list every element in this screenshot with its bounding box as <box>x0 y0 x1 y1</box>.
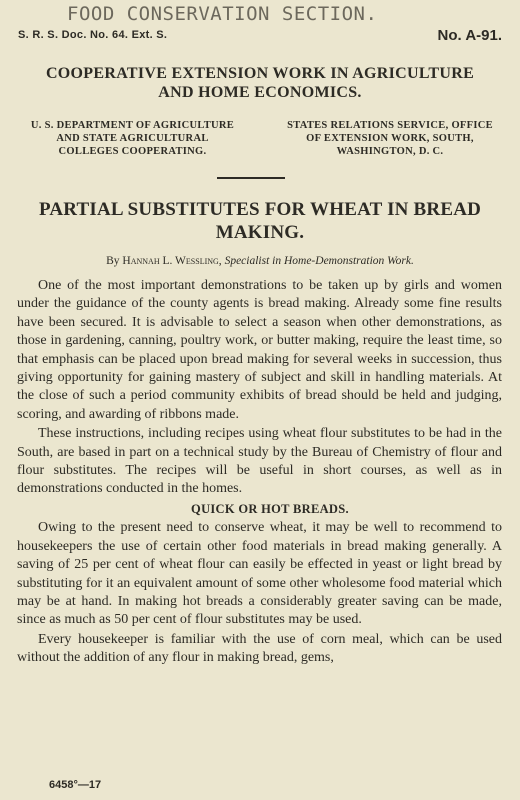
dept-right-line1: STATES RELATIONS SERVICE, OFFICE <box>287 120 493 131</box>
paragraph-1: One of the most important demonstrations to be taken up by girls and women under the guidance of the county agents is bread making. Already some fine results have been secured. It is advisable to select a season when other demonstrations, as those in gardening, canning, poultry work, or butter making, require the least time, so that emphasis can be placed upon bread making for several weeks in succession, thus giving opportunity for gaining mastery of subject and skill in handling materials. At the close of such a period community exhibits of bread should be held and judging, scoring, and awarding of ribbons made. <box>17 278 502 422</box>
paragraph-2: These instructions, including recipes using wheat flour substitutes to be had in the South, are based in part on a technical study by the Bureau of Chemistry of flour and flour substitutes. The recipes will be useful in short courses, as well as in demonstrations conducted in the homes. <box>17 426 502 497</box>
byline-prefix: By <box>106 255 123 267</box>
doc-reference: S. R. S. Doc. No. 64. Ext. S. <box>18 29 168 41</box>
dept-left-block <box>10 119 255 158</box>
dept-right-line3: WASHINGTON, D. C. <box>336 146 444 157</box>
org-heading <box>0 64 520 102</box>
title-line2: MAKING. <box>215 222 305 243</box>
dept-left-line2: AND STATE AGRICULTURAL <box>56 133 209 144</box>
food-conservation-stamp: FOOD CONSERVATION SECTION. <box>67 3 378 25</box>
org-heading-line1: COOPERATIVE EXTENSION WORK IN AGRICULTURE <box>45 65 475 82</box>
author-role: Specialist in Home-Demonstration Work. <box>221 255 414 267</box>
document-title <box>0 198 520 244</box>
org-heading-line2: AND HOME ECONOMICS. <box>158 84 362 101</box>
footer-print-number: 6458°—17 <box>49 779 102 791</box>
paragraph-4: Every housekeeper is familiar with the use of corn meal, which can be used without the addition of any flour in making bread, gems, <box>17 631 502 666</box>
divider-rule <box>217 177 285 179</box>
dept-right-block <box>265 119 515 158</box>
dept-left-line3: COLLEGES COOPERATING. <box>58 146 207 157</box>
title-line1: PARTIAL SUBSTITUTES FOR WHEAT IN BREAD <box>38 199 482 220</box>
doc-number: No. A-91. <box>437 27 502 44</box>
author-byline <box>0 255 520 267</box>
author-name: Hannah L. Wessling, <box>122 255 222 267</box>
section-heading: QUICK OR HOT BREADS. <box>191 501 349 516</box>
body-text <box>17 277 502 668</box>
dept-right-line2: OF EXTENSION WORK, SOUTH, <box>306 133 474 144</box>
paragraph-3: Owing to the present need to conserve wheat, it may be well to recommend to housekeepers the use of certain other food materials in bread making generally. A saving of 25 per cent of wheat flour can easily be effected in yeast or light bread by substituting for it an equivalent amount of some other wholesome food material which may be at hand. In making hot breads a considerably greater saving can be made, since as much as 50 per cent of flour substitutes may be used. <box>17 520 502 628</box>
dept-left-line1: U. S. DEPARTMENT OF AGRICULTURE <box>30 120 235 131</box>
